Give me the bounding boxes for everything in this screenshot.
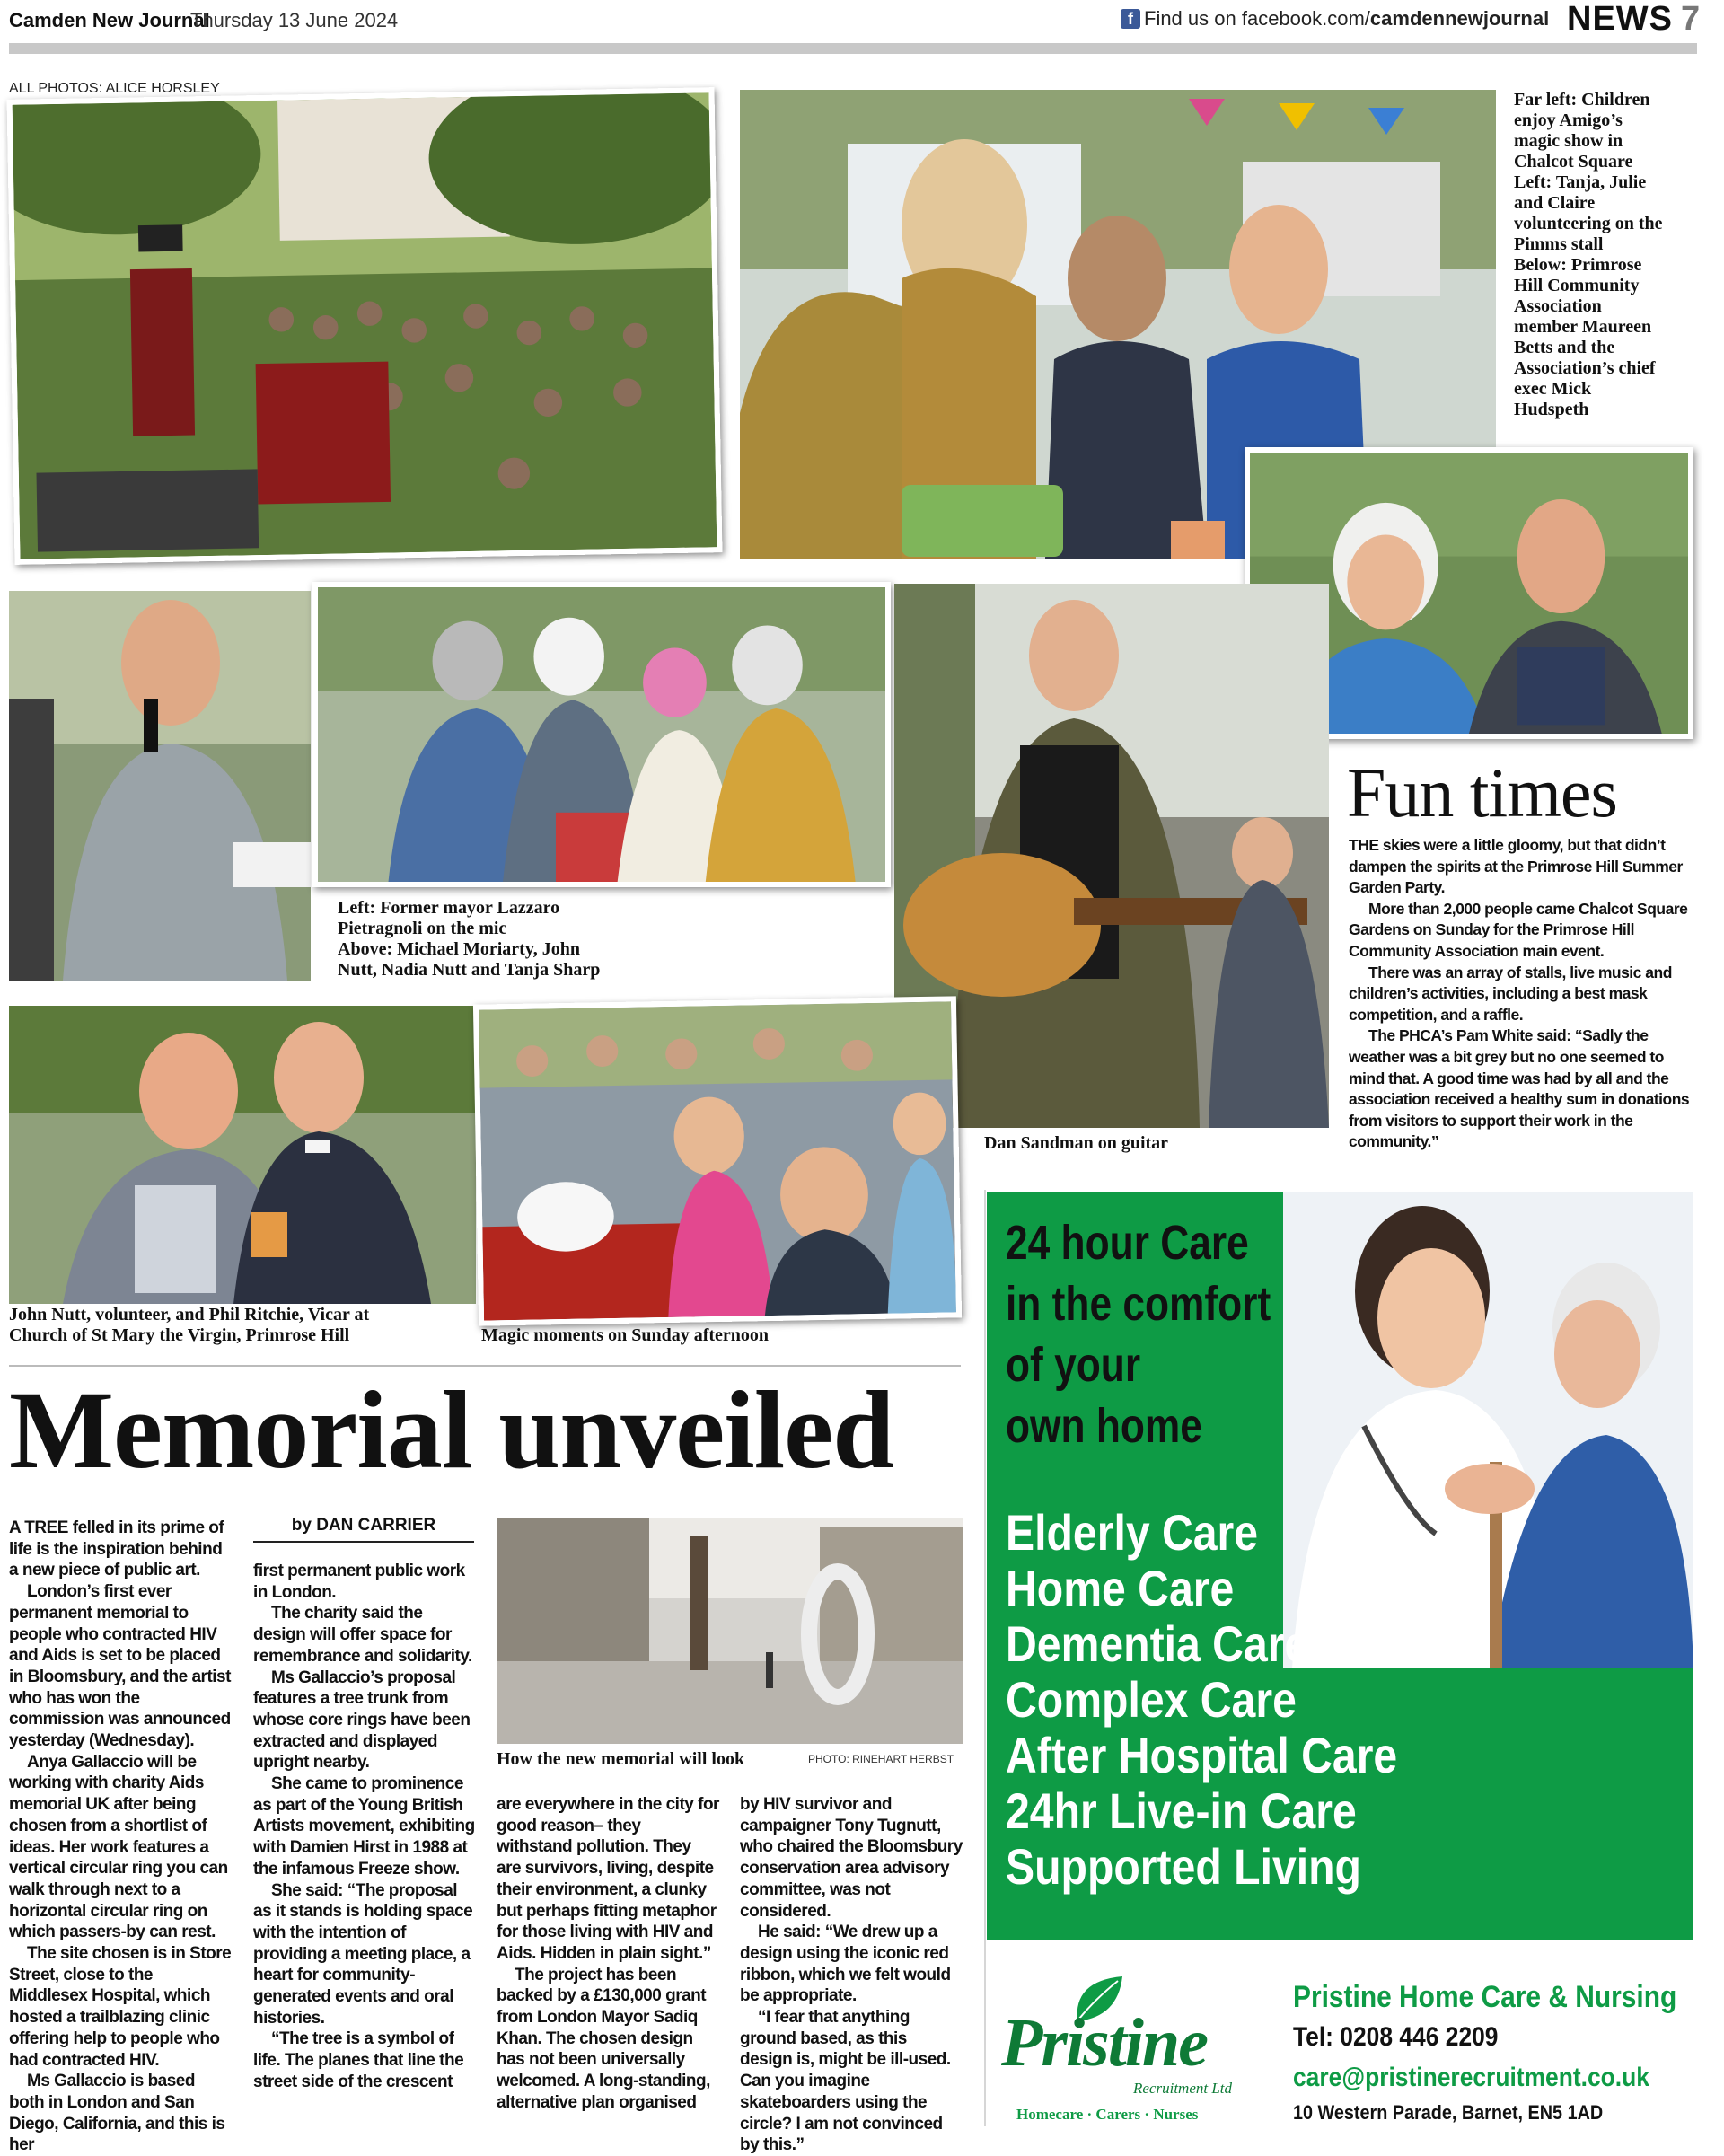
memorial-column-2: first permanent public work in London. The charity said the design will offer space for remembrance and solidarity. Ms Gallaccio’s proposal features a tree trunk from whose core rings have been extracted and displayed upright nearby. She came to prominence as part of the Young British Artists movement, exhibiting with Damien Hirst in 1988 at the infamous Freeze show. She said: “The proposal as it stands is holding space with the intention of providing a meeting place, a heart for community-generated events and oral histories. “The tree is a symbol of life. The planes that line the street side of the crescent: [253, 1562, 475, 2091]
photo-credit: ALL PHOTOS: ALICE HORSLEY: [9, 81, 220, 96]
advert-logo-name: Pristine: [1001, 2005, 1207, 2081]
memorial-column-1: A TREE felled in its prime of life is the inspiration behind a new piece of public art. London’s first ever permanent memorial to people who contracted HIV and Aids is set to be placed in Bloomsbury, and the artist who has won the commission was announced yesterday (Wednesday). Anya Gallaccio will be working with charity Aids memorial UK after being chosen from a shortlist of ideas. Her work features a vertical circular ring you can walk through next to a horizontal circular ring on which passers-by can rest. The site chosen is in Store Street, close to the Middlesex Hospital, which hosted a trailblazing clinic offering help to people who had contracted HIV. Ms Gallaccio is based both in London and San Diego, California, and this is her: [9, 1518, 232, 2155]
caption-magic: Magic moments on Sunday afternoon: [481, 1325, 770, 1345]
advert-company: Pristine Home Care & Nursing: [1293, 1980, 1677, 2014]
memorial-photo-caption: How the new memorial will look: [497, 1749, 745, 1769]
facebook-icon: f: [1121, 9, 1140, 29]
photo-vicar: [9, 1006, 476, 1304]
page-number: 7: [1681, 0, 1701, 38]
fun-times-body: THE skies were a little gloomy, but that didn’t dampen the spirits at the Primrose Hill Summer Garden Party. More than 2,000 people came Chalcot Square Gardens on Sunday for the Primrose Hill Community Association main event. There was an array of stalls, live music and children’s activities, including a best mask competition, and a raffle. The PHCA’s Pam White said: “Sadly the weather was a bit grey but no one seemed to mind that. A good time was had by all and the association received a healthy sum in donations from visitors to support their work in the community.”: [1349, 836, 1690, 1151]
caption-mayor: Left: Former mayor Lazzaro Pietragnoli on the mic Above: Michael Moriarty, John Nutt, Nadia Nutt and Tanja Sharp: [338, 898, 601, 980]
memorial-byline: by DAN CARRIER: [253, 1516, 474, 1543]
photo-magic-show: [7, 87, 723, 565]
publication-name: Camden New Journal: [9, 9, 210, 31]
caption-vicar: John Nutt, volunteer, and Phil Ritchie, Vicar at Church of St Mary the Virgin, Primrose Hill: [9, 1305, 370, 1345]
issue-date: Thursday 13 June 2024: [190, 9, 399, 31]
advert-services: Elderly Care Home Care Dementia Care Complex Care After Hospital Care 24hr Live-in Care Supported Living: [1006, 1504, 1398, 1895]
advert-logo-tagline: Homecare · Carers · Nurses: [1016, 2106, 1199, 2123]
advert-email[interactable]: care@pristinerecruitment.co.uk: [1293, 2063, 1649, 2092]
photo-masks: [312, 582, 891, 887]
section-name: NEWS: [1567, 0, 1673, 38]
advert-telephone[interactable]: Tel: 0208 446 2209: [1293, 2022, 1499, 2052]
photo-guitarist: [894, 584, 1329, 1128]
facebook-prefix: Find us on facebook.com/: [1144, 7, 1370, 30]
photo-memorial-render: [497, 1518, 963, 1744]
facebook-handle: camdennewjournal: [1369, 7, 1550, 30]
header-rule: [9, 43, 1697, 54]
page-header: [9, 0, 1706, 40]
photo-former-mayor: [9, 591, 311, 981]
fun-times-headline: Fun times: [1347, 753, 1617, 832]
memorial-photo-credit: PHOTO: RINEHART HERBST: [808, 1753, 954, 1765]
memorial-headline: Memorial unveiled: [9, 1368, 894, 1492]
photo-rabbit: [473, 996, 962, 1325]
advert-address: 10 Western Parade, Barnet, EN5 1AD: [1293, 2101, 1604, 2124]
caption-top-right: Far left: Children enjoy Amigo’s magic show in Chalcot Square Left: Tanja, Julie and Claire volunteering on the Pimms stall Below: Primrose Hill Community Association member Maureen Betts and the Association’s chief exec Mick Hudspeth: [1514, 90, 1663, 419]
advert-logo-subtitle: Recruitment Ltd: [1133, 2080, 1233, 2097]
memorial-column-3: are everywhere in the city for good reason– they withstand pollution. They are survivors, living, despite their environment, a clunky but perhaps fitting metaphor for those living with HIV and Aids. Hidden in plain sight.” The project has been backed by a £130,000 grant from London Mayor Sadiq Khan. The chosen design has not been universally welcomed. A long-standing, alternative plan organised: [497, 1795, 719, 2112]
facebook-link[interactable]: [1121, 7, 1549, 31]
advert-title: 24 hour Care in the comfort of your own home: [1006, 1216, 1271, 1453]
caption-guitar: Dan Sandman on guitar: [984, 1133, 1169, 1153]
memorial-column-4: by HIV survivor and campaigner Tony Tugnutt, who chaired the Bloomsbury conservation area advisory committee, was not considered. He said: “We drew up a design using the iconic red ribbon, which we felt would be appropriate. “I fear that anything ground based, as this design is, might be ill-used. Can you imagine skateboarders using the circle? I am not convinced by this.”: [740, 1795, 963, 2155]
